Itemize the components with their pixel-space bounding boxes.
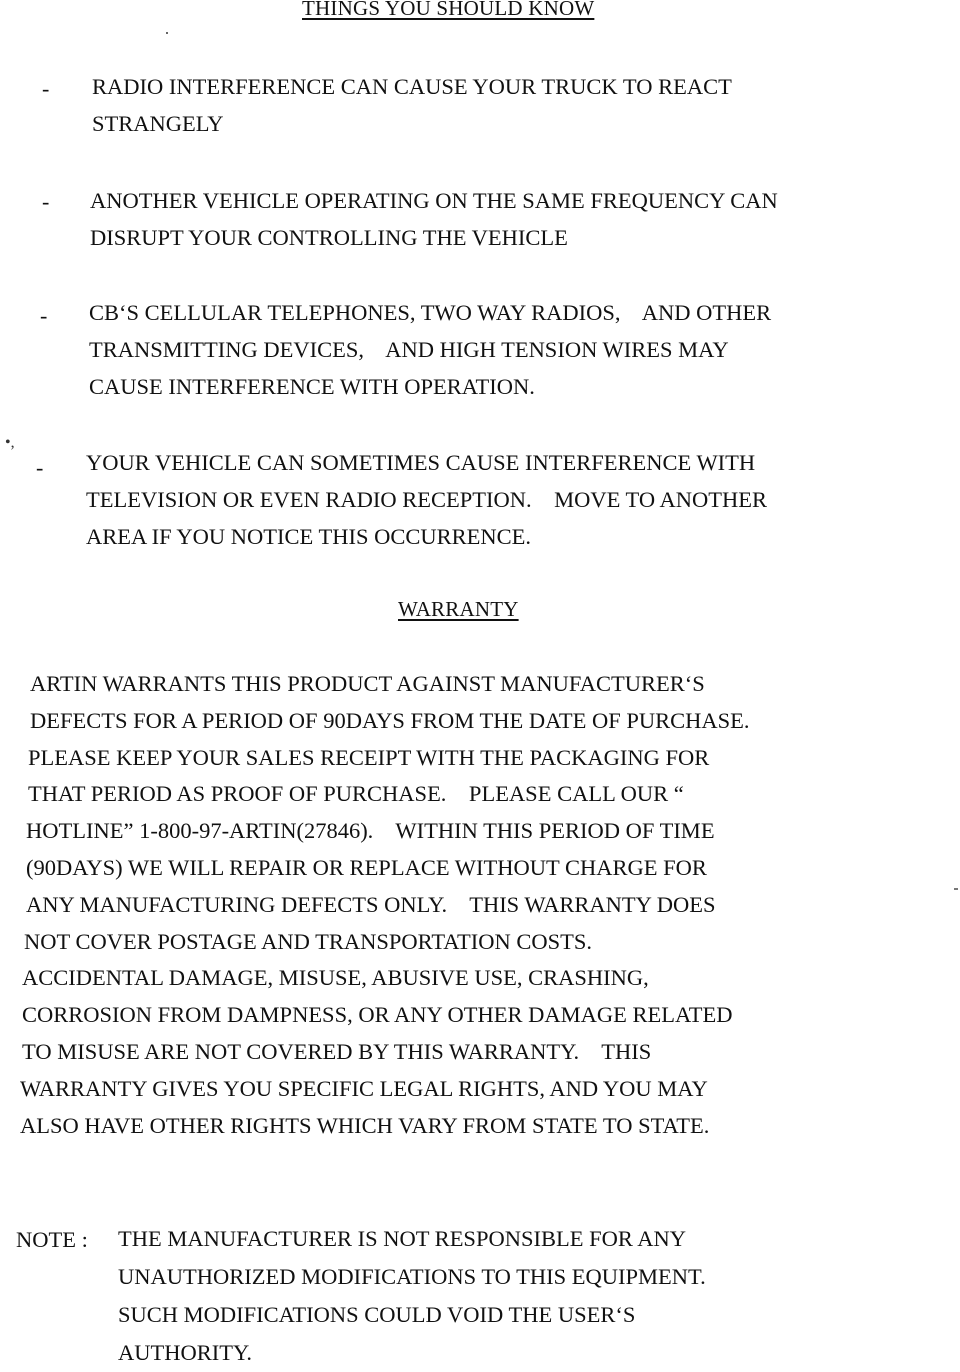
warranty-line: PLEASE KEEP YOUR SALES RECEIPT WITH THE PACKAGING FOR xyxy=(28,744,710,770)
warranty-line: THAT PERIOD AS PROOF OF PURCHASE. PLEASE CALL OUR “ xyxy=(28,781,684,807)
bullet-dash: - xyxy=(40,303,48,328)
bullet-dash: - xyxy=(36,455,44,480)
bullet-text xyxy=(92,68,732,142)
bullet-text xyxy=(86,444,767,555)
bullet-text xyxy=(89,294,771,405)
bullet-line: STRANGELY xyxy=(92,111,224,136)
note-line: UNAUTHORIZED MODIFICATIONS TO THIS EQUIPMENT. xyxy=(118,1264,706,1289)
bullet-line: CB‘S CELLULAR TELEPHONES, TWO WAY RADIOS, AND OTHER xyxy=(89,300,772,325)
things-you-should-know-heading: THINGS YOU SHOULD KNOW xyxy=(302,0,595,20)
bullet-line: CAUSE INTERFERENCE WITH OPERATION. xyxy=(89,374,535,399)
note-line: THE MANUFACTURER IS NOT RESPONSIBLE FOR ANY xyxy=(118,1226,686,1251)
bullet-text xyxy=(90,182,778,256)
note-text xyxy=(118,1220,706,1372)
note-line: SUCH MODIFICATIONS COULD VOID THE USER‘S xyxy=(118,1302,636,1327)
scan-speck xyxy=(166,32,168,34)
warranty-line: DEFECTS FOR A PERIOD OF 90DAYS FROM THE DATE OF PURCHASE. xyxy=(30,707,750,733)
warranty-heading: WARRANTY xyxy=(398,597,519,621)
bullet-line: RADIO INTERFERENCE CAN CAUSE YOUR TRUCK TO REACT xyxy=(92,74,732,99)
note-label: NOTE : xyxy=(16,1227,88,1252)
warranty-line: ACCIDENTAL DAMAGE, MISUSE, ABUSIVE USE, CRASHING, xyxy=(22,965,649,991)
warranty-line: (90DAYS) WE WILL REPAIR OR REPLACE WITHOUT CHARGE FOR xyxy=(26,854,707,880)
bullet-dash: - xyxy=(42,189,50,214)
warranty-line: ANY MANUFACTURING DEFECTS ONLY. THIS WARRANTY DOES xyxy=(26,891,716,917)
bullet-line: AREA IF YOU NOTICE THIS OCCURRENCE. xyxy=(86,524,532,549)
warranty-line: WARRANTY GIVES YOU SPECIFIC LEGAL RIGHTS, AND YOU MAY xyxy=(20,1075,708,1101)
warranty-line: ALSO HAVE OTHER RIGHTS WHICH VARY FROM STATE TO STATE. xyxy=(20,1112,710,1138)
warranty-paragraph xyxy=(18,666,938,1144)
note-line: AUTHORITY. xyxy=(118,1340,252,1365)
warranty-line: ARTIN WARRANTS THIS PRODUCT AGAINST MANUFACTURER‘S xyxy=(30,671,705,696)
scan-mark: •, xyxy=(5,434,15,451)
bullet-line: YOUR VEHICLE CAN SOMETIMES CAUSE INTERFERENCE WITH xyxy=(86,450,756,475)
bullet-line: TRANSMITTING DEVICES, AND HIGH TENSION WIRES MAY xyxy=(89,337,729,362)
warranty-line: NOT COVER POSTAGE AND TRANSPORTATION COSTS. xyxy=(24,928,593,954)
warranty-line: HOTLINE” 1-800-97-ARTIN(27846). WITHIN THIS PERIOD OF TIME xyxy=(26,818,715,844)
bullet-line: ANOTHER VEHICLE OPERATING ON THE SAME FREQUENCY CAN xyxy=(90,188,778,213)
bullet-dash: - xyxy=(42,76,50,101)
bullet-line: DISRUPT YOUR CONTROLLING THE VEHICLE xyxy=(90,225,568,250)
warranty-line: TO MISUSE ARE NOT COVERED BY THIS WARRANTY. THIS xyxy=(22,1038,652,1064)
scan-speck xyxy=(954,888,958,890)
bullet-line: TELEVISION OR EVEN RADIO RECEPTION. MOVE TO ANOTHER xyxy=(86,487,768,512)
warranty-line: CORROSION FROM DAMPNESS, OR ANY OTHER DAMAGE RELATED xyxy=(22,1002,733,1028)
